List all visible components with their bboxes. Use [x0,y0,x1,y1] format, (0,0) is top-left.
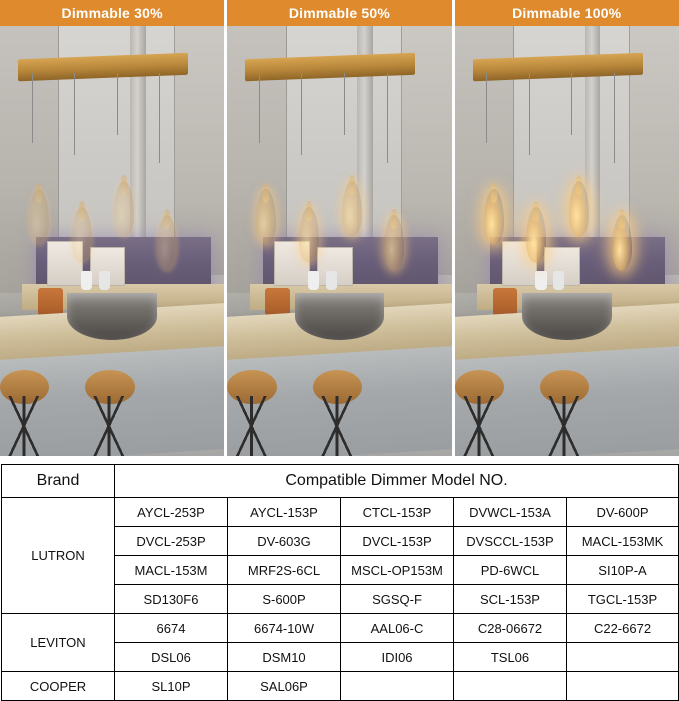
table-header-row [2,465,679,498]
table-body [2,498,679,701]
empty-cell [454,672,567,701]
dimmer-model-cell: TGCL-153P [567,585,679,614]
table-row [2,672,679,701]
brand-header: Brand [2,465,115,498]
bar-stool-legs [230,396,275,456]
dimmer-model-cell: MSCL-OP153M [341,556,454,585]
compatible-dimmer-table [1,464,679,701]
panel-dimmable-100 [455,0,679,456]
panel-label-30: Dimmable 30% [0,0,224,26]
dimmer-model-cell: DVWCL-153A [454,498,567,527]
sink-bowl [522,293,612,340]
compatibility-table-wrap [0,456,679,701]
panel-label-100: Dimmable 100% [455,0,679,26]
dimmer-model-cell: DVCL-153P [341,527,454,556]
dimmer-model-cell: MRF2S-6CL [228,556,341,585]
dimmer-model-cell: DV-603G [228,527,341,556]
dimmer-model-cell: TSL06 [454,643,567,672]
dimmer-model-cell: C28-06672 [454,614,567,643]
panel-dimmable-30 [0,0,224,456]
cup [553,271,564,290]
panel-dimmable-50 [227,0,451,456]
cup [326,271,337,290]
dimmer-model-cell: SGSQ-F [341,585,454,614]
dimmer-model-cell: IDI06 [341,643,454,672]
dimmer-model-cell: CTCL-153P [341,498,454,527]
dimmer-model-cell: AAL06-C [341,614,454,643]
dimmer-model-cell: MACL-153M [115,556,228,585]
dimmer-model-cell: PD-6WCL [454,556,567,585]
dimmer-model-cell: 6674 [115,614,228,643]
brand-cell: COOPER [2,672,115,701]
kitchen-scene-50 [227,26,451,456]
dimmer-model-cell: SCL-153P [454,585,567,614]
dimmer-model-cell: DSM10 [228,643,341,672]
brand-cell: LUTRON [2,498,115,614]
bar-stool-legs [542,396,587,456]
fixture-cords [18,73,188,185]
bar-stool-legs [457,396,502,456]
dimmer-model-cell: SI10P-A [567,556,679,585]
table-row [2,498,679,527]
model-header: Compatible Dimmer Model NO. [115,465,679,498]
cup [308,271,319,290]
table-row [2,614,679,643]
fixture-cords [473,73,643,185]
cup [99,271,110,290]
dimmer-model-cell: S-600P [228,585,341,614]
cup [535,271,546,290]
fixture-cords [245,73,415,185]
empty-cell [567,672,679,701]
dimmer-model-cell: SL10P [115,672,228,701]
dimmer-model-cell: AYCL-153P [228,498,341,527]
kitchen-scene-100 [455,26,679,456]
pendant-light [612,215,632,271]
cup [81,271,92,290]
dimmer-model-cell: AYCL-253P [115,498,228,527]
pendant-light [342,181,362,237]
bar-stool-legs [315,396,360,456]
dimmer-model-cell: DVCL-253P [115,527,228,556]
dimmer-model-cell: DVSCCL-153P [454,527,567,556]
dimmer-model-cell: SAL06P [228,672,341,701]
dimmer-model-cell: MACL-153MK [567,527,679,556]
dimmer-model-cell: SD130F6 [115,585,228,614]
empty-cell [341,672,454,701]
dimmer-model-cell: C22-6672 [567,614,679,643]
empty-cell [567,643,679,672]
pendant-light [484,189,504,245]
bar-stool-legs [2,396,47,456]
panel-label-50: Dimmable 50% [227,0,451,26]
kitchen-scene-30 [0,26,224,456]
sink-bowl [67,293,157,340]
sink-bowl [295,293,385,340]
dimmer-model-cell: DSL06 [115,643,228,672]
dimmer-model-cell: 6674-10W [228,614,341,643]
bar-stool-legs [87,396,132,456]
brand-cell: LEVITON [2,614,115,672]
dimmer-model-cell: DV-600P [567,498,679,527]
